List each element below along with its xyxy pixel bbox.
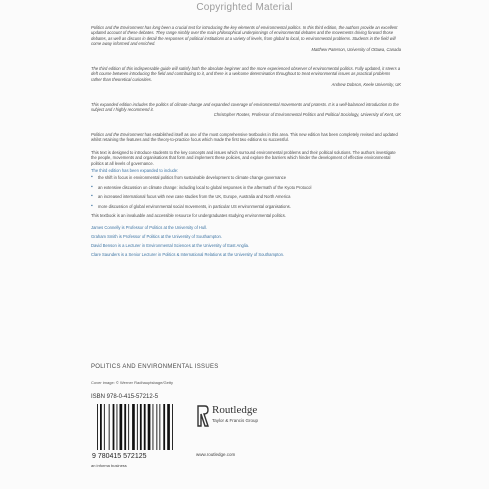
informa-tagline: an informa business [91,463,127,468]
feature-list [91,175,401,209]
list-item: ▪ an extensive discussion on climate change: including local to global responses in the aftermath of the Kyoto Protocol [91,185,401,190]
author-bio: Clare Saunders is a Senior Lecturer in Politics & International Relations at the University of Southampton. [91,252,285,258]
publisher-logo [196,402,306,432]
barcode-bars [97,404,173,450]
review-3 [91,102,401,118]
review-text: This expanded edition includes the politics of climate change and expanded coverage of environmental movements and protests. It is a well-balanced introduction to the subject and I highly recommend it. [91,101,399,113]
list-item: ▪ more discussion of global environmental social movements, in particular US environmental organisations. [91,204,401,209]
review-attribution: Matthew Paterson, University of Ottawa, Canada [311,46,401,52]
review-text: Politics and the Environment has long been a crucial text for introducing the key elements of environmental politics. In this third edition, the authors provide an excellent updated account of these debates. They range nimbly over the main philosophical underpinnings of environmental debates and the movements driving forward those debates, as well as discuss in detail the responses of political institutions at a variety of levels, from global to local, to environmental problems. Students in the field will come away informed and enriched. [91,25,398,47]
review-2 [91,66,401,88]
review-text: The third edition of this indispensable guide will satisfy both the absolute beginner and the more experienced observer of environmental politics. Fully updated, it steers a deft course between introducing the field and contributing to it, and there is a welcome determination throughout to treat environmental issues as practical problems rather than theoretical curiosities. [91,66,401,82]
barcode [91,402,177,460]
intro-paragraph [91,132,401,143]
routledge-logo-icon [196,404,210,428]
author-list [91,225,401,257]
list-item: ▪ the shift in focus in environmental politics from sustainable development to climate change governance [91,175,401,180]
blurb [91,25,401,261]
review-1 [91,25,401,52]
cover-credit: Cover image: © Werner Radhauptsbage/Getty [91,380,174,385]
list-item: ▪ an increased international focus with new case studies from the UK, Europe, Australia and North America [91,194,401,199]
description-paragraph: This text is designed to introduce students to the key concepts and issues which surround environmental problems and their political solutions. The authors investigate the people, movements and organisations that form and implement these policies, and explore the barriers which hinder the development of effective environmental politics at all levels of governance. [91,149,396,166]
closing-paragraph: This textbook is an invaluable and accessible resource for undergraduates studying environmental politics. [91,212,286,218]
review-attribution: Christopher Rootes, Professor of Environmental Politics and Political Sociology, University of Kent, UK [213,112,401,118]
expanded-heading: The third edition has been expanded to include: [91,167,179,173]
isbn: ISBN 978-0-415-57212-5 [91,394,159,400]
series-title: POLITICS AND ENVIRONMENTAL ISSUES [91,364,219,370]
publisher-name: Routledge [212,404,258,416]
author-bio: James Connelly is Professor of Politics at the University of Hull. [91,225,208,231]
watermark: Copyrighted Material [196,2,293,13]
author-bio: Graham Smith is Professor of Politics at the University of Southampton. [91,234,222,240]
publisher-group: Taylor & Francis Group [212,418,259,423]
review-attribution: Andrew Dobson, Keele University, UK [331,82,401,88]
book-title: Politics and the Environment [91,131,144,137]
intro-text: has established itself as one of the most comprehensive textbooks in this area. This new edition has been completely revised and updated whilst retaining the features and the theory-to-practice focus which made the first two editions so successful. [91,131,398,143]
author-bio: David Benson is a Lecturer in Environmental Sciences at the University of East Anglia. [91,243,250,249]
barcode-digits: 9 780415 572125 [92,453,147,460]
publisher-url: www.routledge.com [196,452,236,457]
